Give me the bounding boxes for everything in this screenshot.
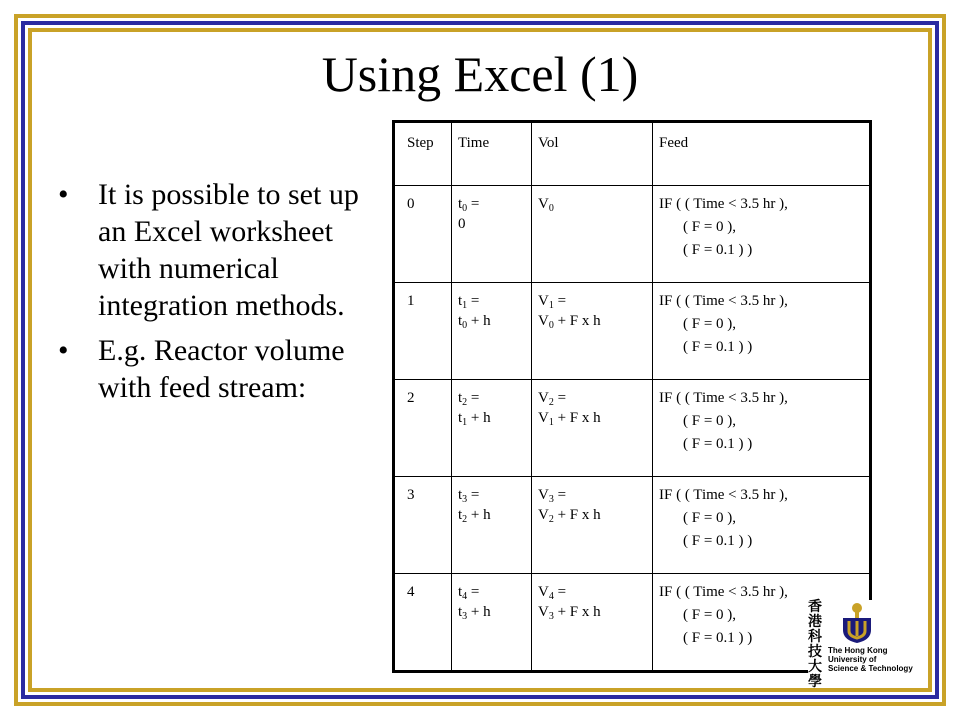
vol-increment: + F x h — [553, 604, 601, 620]
time-symbol: t — [458, 584, 463, 600]
time-subscript: 1 — [462, 300, 468, 311]
feed-line-if: IF ( ( Time < 3.5 hr ), — [659, 487, 788, 503]
header-time: Time — [452, 122, 532, 186]
cell-step — [394, 186, 452, 283]
logo-name-line: University of — [828, 655, 877, 664]
time-base-symbol: t — [458, 410, 463, 426]
cell-vol — [532, 283, 653, 380]
feed-line-then: ( F = 0 ), — [683, 316, 737, 332]
vol-equals: = — [553, 487, 567, 503]
header-feed: Feed — [653, 122, 871, 186]
feed-line-then: ( F = 0 ), — [683, 219, 737, 235]
time-equals: = — [467, 584, 480, 600]
vol-increment: + F x h — [553, 313, 601, 329]
vol-base-symbol: V — [538, 604, 549, 620]
cell-step — [394, 574, 452, 672]
step-value: 0 — [407, 196, 415, 212]
feed-line-then: ( F = 0 ), — [683, 607, 737, 623]
vol-symbol: V — [538, 584, 549, 600]
table-row — [394, 380, 871, 477]
cell-time — [452, 283, 532, 380]
vol-base-subscript: 0 — [548, 320, 554, 331]
time-symbol: t — [458, 196, 463, 212]
vol-subscript: 1 — [548, 300, 554, 311]
header-vol: Vol — [532, 122, 653, 186]
bullet-item — [58, 332, 378, 406]
time-base-subscript: 2 — [462, 514, 468, 525]
cell-vol — [532, 477, 653, 574]
feed-line-else: ( F = 0.1 ) ) — [683, 242, 753, 258]
time-equals: = — [467, 487, 480, 503]
step-value: 2 — [407, 390, 415, 406]
slide-title: Using Excel (1) — [321, 46, 639, 102]
time-increment: + h — [467, 604, 491, 620]
vol-equals: = — [553, 390, 567, 406]
cell-feed — [653, 380, 871, 477]
time-base-symbol: 0 — [458, 216, 466, 232]
time-subscript: 3 — [462, 494, 468, 505]
feed-line-then: ( F = 0 ), — [683, 413, 737, 429]
time-subscript: 0 — [462, 203, 468, 214]
feed-line-else: ( F = 0.1 ) ) — [683, 630, 753, 646]
hkust-logo — [808, 599, 918, 690]
time-symbol: t — [458, 293, 463, 309]
time-equals: = — [467, 390, 480, 406]
step-value: 3 — [407, 487, 415, 503]
time-base-symbol: t — [458, 313, 463, 329]
time-equals: = — [467, 196, 480, 212]
time-base-symbol: t — [458, 604, 463, 620]
cell-vol — [532, 186, 653, 283]
excel-table — [392, 120, 872, 673]
vol-base-subscript: 1 — [548, 417, 554, 428]
logo-chinese-text: 香港科技大學 — [808, 599, 822, 690]
vol-equals: = — [553, 293, 567, 309]
vol-increment: + F x h — [553, 410, 601, 426]
cell-feed — [653, 477, 871, 574]
time-base-subscript: 1 — [462, 417, 468, 428]
time-subscript: 2 — [462, 397, 468, 408]
feed-line-else: ( F = 0.1 ) ) — [683, 533, 753, 549]
cell-step — [394, 477, 452, 574]
vol-base-symbol: V — [538, 410, 549, 426]
cell-time — [452, 380, 532, 477]
cell-feed — [653, 186, 871, 283]
cell-vol — [532, 380, 653, 477]
vol-increment: + F x h — [553, 507, 601, 523]
vol-subscript: 0 — [548, 203, 554, 214]
time-symbol: t — [458, 390, 463, 406]
cell-time — [452, 574, 532, 672]
cell-time — [452, 186, 532, 283]
bullet-item — [58, 176, 378, 324]
vol-symbol: V — [538, 293, 549, 309]
table-row — [394, 574, 871, 672]
bullet-text: E.g. Reactor volume with feed stream: — [98, 334, 345, 404]
time-symbol: t — [458, 487, 463, 503]
time-base-symbol: t — [458, 507, 463, 523]
cell-time — [452, 477, 532, 574]
step-value: 1 — [407, 293, 415, 309]
cell-vol — [532, 574, 653, 672]
time-increment: + h — [467, 313, 491, 329]
feed-line-else: ( F = 0.1 ) ) — [683, 339, 753, 355]
vol-base-subscript: 3 — [548, 611, 554, 622]
vol-subscript: 3 — [548, 494, 554, 505]
time-subscript: 4 — [462, 591, 468, 602]
feed-line-if: IF ( ( Time < 3.5 hr ), — [659, 196, 788, 212]
logo-name-line: Science & Technology — [828, 664, 913, 673]
step-value: 4 — [407, 584, 415, 600]
time-equals: = — [467, 293, 480, 309]
header-step: Step — [394, 122, 452, 186]
vol-symbol: V — [538, 390, 549, 406]
vol-base-subscript: 2 — [548, 514, 554, 525]
vol-symbol: V — [538, 196, 549, 212]
bullet-icon: • — [58, 334, 69, 367]
cell-step — [394, 380, 452, 477]
vol-base-symbol: V — [538, 507, 549, 523]
feed-line-then: ( F = 0 ), — [683, 510, 737, 526]
table-row — [394, 186, 871, 283]
feed-line-if: IF ( ( Time < 3.5 hr ), — [659, 390, 788, 406]
cell-feed — [653, 283, 871, 380]
feed-line-if: IF ( ( Time < 3.5 hr ), — [659, 584, 788, 600]
vol-base-symbol: V — [538, 313, 549, 329]
vol-subscript: 4 — [548, 591, 554, 602]
bullet-list — [58, 176, 378, 414]
vol-symbol: V — [538, 487, 549, 503]
logo-english-name — [828, 646, 913, 673]
table-row — [394, 477, 871, 574]
time-base-subscript: 3 — [462, 611, 468, 622]
feed-line-if: IF ( ( Time < 3.5 hr ), — [659, 293, 788, 309]
feed-line-else: ( F = 0.1 ) ) — [683, 436, 753, 452]
bullet-text: It is possible to set up an Excel worksheet with numerical integration methods. — [98, 178, 359, 322]
vol-subscript: 2 — [548, 397, 554, 408]
cell-step — [394, 283, 452, 380]
university-crest-icon — [840, 602, 874, 644]
time-increment: + h — [467, 507, 491, 523]
vol-equals: = — [553, 584, 567, 600]
table-row — [394, 283, 871, 380]
table-header-row — [394, 122, 871, 186]
time-increment: + h — [467, 410, 491, 426]
time-base-subscript: 0 — [462, 320, 468, 331]
logo-name-line: The Hong Kong — [828, 646, 888, 655]
bullet-icon: • — [58, 178, 69, 211]
